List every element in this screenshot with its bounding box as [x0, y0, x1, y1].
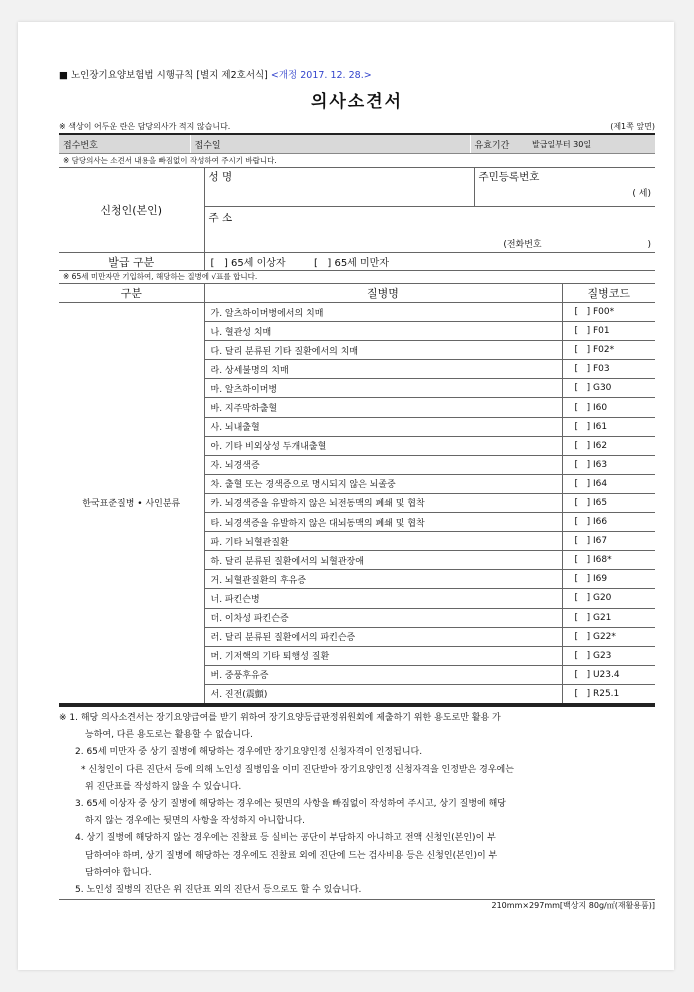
applicant-table	[59, 167, 655, 271]
col-header-disease-name: 질병명	[204, 284, 562, 303]
disease-name: 더. 이차성 파킨슨증	[204, 608, 562, 627]
disease-name: 머. 기저핵의 기타 퇴행성 질환	[204, 646, 562, 665]
disease-code-checkbox[interactable]: [ ] F03	[562, 360, 655, 379]
disease-name: 차. 출혈 또는 경색증으로 명시되지 않은 뇌졸중	[204, 474, 562, 493]
col-header-category: 구분	[59, 284, 204, 303]
phone-field: (전화번호 )	[503, 240, 651, 250]
receipt-date-field[interactable]: 접수일	[190, 134, 470, 154]
note-item: * 신청인이 다른 진단서 등에 의해 노인성 질병임을 이미 진단받아 장기요양인정 신청자격을 인정받은 경우에는	[81, 764, 514, 775]
disease-code-checkbox[interactable]: [ ] F02*	[562, 341, 655, 360]
disease-name: 거. 뇌혈관질환의 후유증	[204, 570, 562, 589]
checkbox-65-under[interactable]: [ ] 65세 미만자	[313, 258, 389, 269]
disease-name: 러. 달리 분류된 질환에서의 파킨슨증	[204, 627, 562, 646]
validity-label: 유효기간	[470, 134, 528, 154]
issue-type-options	[204, 253, 655, 271]
disease-name: 너. 파킨슨병	[204, 589, 562, 608]
disease-name: 서. 진전(震顫)	[204, 684, 562, 704]
form-content	[59, 69, 655, 912]
disease-code-checkbox[interactable]: [ ] I67	[562, 532, 655, 551]
note-continuation: 위 진단표를 작성하지 않을 수 있습니다.	[85, 781, 242, 792]
note-continuation: 담하여야 합니다.	[85, 867, 152, 878]
name-field[interactable]: 성 명	[204, 168, 474, 207]
validity-value: 발급일부터 30일	[528, 134, 655, 154]
disease-code-checkbox[interactable]: [ ] I68*	[562, 551, 655, 570]
disease-code-checkbox[interactable]: [ ] G23	[562, 646, 655, 665]
disease-code-checkbox[interactable]: [ ] G20	[562, 589, 655, 608]
classification-label: 한국표준질병 • 사인분류	[59, 303, 204, 704]
disease-code-checkbox[interactable]: [ ] G22*	[562, 627, 655, 646]
rrn-field[interactable]	[474, 168, 655, 207]
disease-code-checkbox[interactable]: [ ] I64	[562, 474, 655, 493]
issue-type-label: 발급 구분	[59, 253, 204, 271]
disease-code-checkbox[interactable]: [ ] I66	[562, 513, 655, 532]
note-continuation: 능하여, 다른 용도로는 활용할 수 없습니다.	[85, 730, 253, 741]
note-item: 3. 65세 이상자 중 상기 질병에 해당하는 경우에는 뒷면의 사항을 빠짐없이 작성하여 주시고, 상기 질병에 해당	[75, 798, 506, 809]
note-item: 4. 상기 질병에 해당하지 않는 경우에는 진찰료 등 실비는 공단이 부담하지 아니하고 전액 신청인(본인)이 부	[75, 833, 496, 844]
disease-name: 다. 달리 분류된 기타 질환에서의 치매	[204, 341, 562, 360]
disease-code-checkbox[interactable]: [ ] G21	[562, 608, 655, 627]
rrn-label: 주민등록번호	[478, 171, 540, 183]
disease-name: 나. 혈관성 치매	[204, 322, 562, 341]
form-sheet	[18, 22, 674, 970]
disease-code-checkbox[interactable]: [ ] I62	[562, 436, 655, 455]
disease-name: 라. 상세불명의 치매	[204, 360, 562, 379]
disease-code-checkbox[interactable]: [ ] I65	[562, 493, 655, 512]
doctor-note: ※ 담당의사는 소견서 내용을 빠짐없이 작성하여 주시기 바랍니다.	[63, 156, 277, 165]
checkbox-65-over[interactable]: [ ] 65세 이상자	[210, 258, 286, 269]
disease-name: 사. 뇌내출혈	[204, 417, 562, 436]
address-label: 주 소	[208, 212, 233, 224]
disease-code-checkbox[interactable]: [ ] I61	[562, 417, 655, 436]
note-item: ※ 1. 해당 의사소견서는 장기요양급여를 받기 위하여 장기요양등급판정위원회에 제출하기 위한 용도로만 활용 가	[59, 712, 501, 723]
disease-code-checkbox[interactable]: [ ] I60	[562, 398, 655, 417]
note-item: 2. 65세 미만자 중 상기 질병에 해당하는 경우에만 장기요양인정 신청자격이 인정됩니다.	[75, 747, 423, 758]
disease-name: 카. 뇌경색증을 유발하지 않은 뇌전동맥의 폐쇄 및 협착	[204, 493, 562, 512]
address-field[interactable]	[204, 207, 655, 253]
shaded-note-row	[59, 121, 655, 133]
disease-code-checkbox[interactable]: [ ] F00*	[562, 303, 655, 322]
disease-name: 바. 지주막하출혈	[204, 398, 562, 417]
receipt-table	[59, 133, 655, 154]
disease-name: 하. 달리 분류된 질환에서의 뇌혈관장애	[204, 551, 562, 570]
disease-name: 버. 중풍후유증	[204, 665, 562, 684]
disease-code-checkbox[interactable]: [ ] R25.1	[562, 684, 655, 704]
age-field: ( 세)	[632, 189, 651, 199]
amendment-date: <개정 2017. 12. 28.>	[270, 70, 372, 81]
note-item: 5. 노인성 질병의 진단은 위 진단표 외의 진단서 등으로도 할 수 있습니다.	[75, 885, 362, 895]
receipt-number-field[interactable]: 접수번호	[59, 134, 190, 154]
paper-spec: 210mm×297mm[백상지 80g/㎡(재활용품)]	[59, 899, 655, 912]
shaded-note: ※ 색상이 어두운 란은 담당의사가 적지 않습니다.	[59, 122, 231, 131]
applicant-label: 신청인(본인)	[59, 168, 204, 253]
disease-table	[59, 283, 655, 705]
under-65-note: ※ 65세 미만자만 기입하여, 해당하는 질병에 √표를 합니다.	[63, 272, 258, 281]
note-continuation: 하지 않는 경우에는 뒷면의 사항을 작성하지 아니합니다.	[85, 816, 305, 827]
disease-code-checkbox[interactable]: [ ] U23.4	[562, 665, 655, 684]
disease-name: 자. 뇌경색증	[204, 455, 562, 474]
notes-section	[59, 705, 655, 899]
disease-code-checkbox[interactable]: [ ] I63	[562, 455, 655, 474]
disease-code-checkbox[interactable]: [ ] I69	[562, 570, 655, 589]
disease-code-checkbox[interactable]: [ ] F01	[562, 322, 655, 341]
page-indicator: (제1쪽 앞면)	[610, 122, 655, 131]
disease-name: 파. 기타 뇌혈관질환	[204, 532, 562, 551]
legal-prefix: ■ 노인장기요양보험법 시행규칙 [별지 제2호서식]	[59, 70, 268, 81]
disease-name: 가. 알츠하이머병에서의 치매	[204, 303, 562, 322]
note-continuation: 담하여야 하며, 상기 질병에 해당하는 경우에도 진찰료 외에 진단에 드는 검사비용 등은 신청인(본인)이 부	[85, 850, 498, 861]
disease-code-checkbox[interactable]: [ ] G30	[562, 379, 655, 398]
col-header-disease-code: 질병코드	[562, 284, 655, 303]
disease-name: 아. 기타 비외상성 두개내출혈	[204, 436, 562, 455]
disease-name: 타. 뇌경색증을 유발하지 않은 대뇌동맥의 폐쇄 및 협착	[204, 513, 562, 532]
page-title: 의사소견서	[310, 92, 404, 112]
disease-name: 마. 알츠하이머병	[204, 379, 562, 398]
disease-row	[59, 303, 655, 322]
legal-reference	[59, 69, 655, 83]
